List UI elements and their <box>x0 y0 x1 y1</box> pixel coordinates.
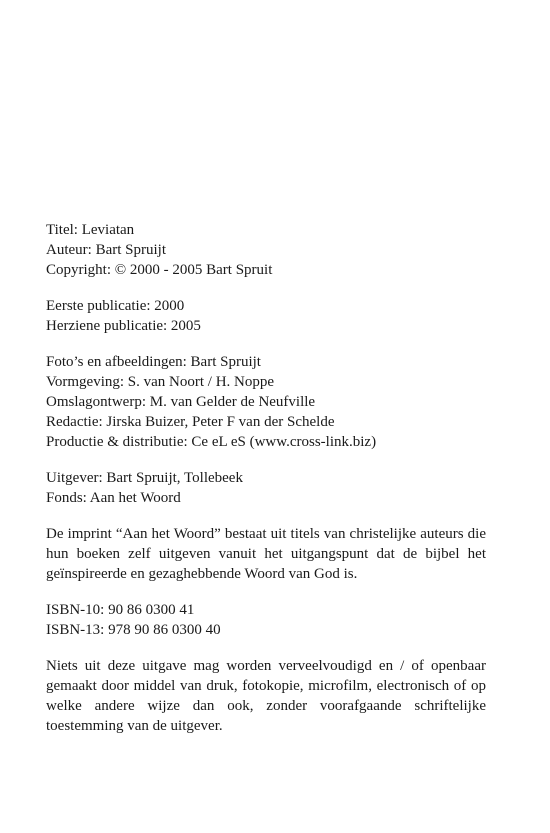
isbn13-line: ISBN-13: 978 90 86 0300 40 <box>46 622 221 638</box>
imprint-block <box>46 524 486 584</box>
imprint-paragraph: De imprint “Aan het Woord” bestaat uit titels van christelijke auteurs die hun boeken zelf uitgeven vanuit het uitgangspunt dat de bijbel het geïnspireerde en gezaghebbende Woord van God is. <box>46 526 486 582</box>
publisher-block <box>46 468 486 508</box>
isbn-block <box>46 600 486 640</box>
distribution-line: Productie & distributie: Ce eL eS (www.cross-link.biz) <box>46 434 377 450</box>
publication-block <box>46 296 486 336</box>
production-block <box>46 352 486 452</box>
photos-line: Foto’s en afbeeldingen: Bart Spruijt <box>46 354 261 370</box>
rights-block <box>46 656 486 736</box>
credits-block <box>46 220 486 280</box>
first-publication-line: Eerste publicatie: 2000 <box>46 298 185 314</box>
copyright-line: Copyright: © 2000 - 2005 Bart Spruit <box>46 262 273 278</box>
cover-design-line: Omslagontwerp: M. van Gelder de Neufville <box>46 394 316 410</box>
revised-publication-line: Herziene publicatie: 2005 <box>46 318 201 334</box>
isbn10-line: ISBN-10: 90 86 0300 41 <box>46 602 195 618</box>
colophon-page <box>46 220 486 752</box>
title-line: Titel: Leviatan <box>46 222 135 238</box>
author-line: Auteur: Bart Spruijt <box>46 242 166 258</box>
editing-line: Redactie: Jirska Buizer, Peter F van der Schelde <box>46 414 335 430</box>
publisher-line: Uitgever: Bart Spruijt, Tollebeek <box>46 470 243 486</box>
design-line: Vormgeving: S. van Noort / H. Noppe <box>46 374 275 390</box>
rights-paragraph: Niets uit deze uitgave mag worden verveelvoudigd en / of openbaar gemaakt door middel van druk, fotokopie, microfilm, electronisch of op welke andere wijze dan ook, zonder voorafgaande schriftelijke toestemming van de uitgever. <box>46 658 486 734</box>
fonds-line: Fonds: Aan het Woord <box>46 490 181 506</box>
